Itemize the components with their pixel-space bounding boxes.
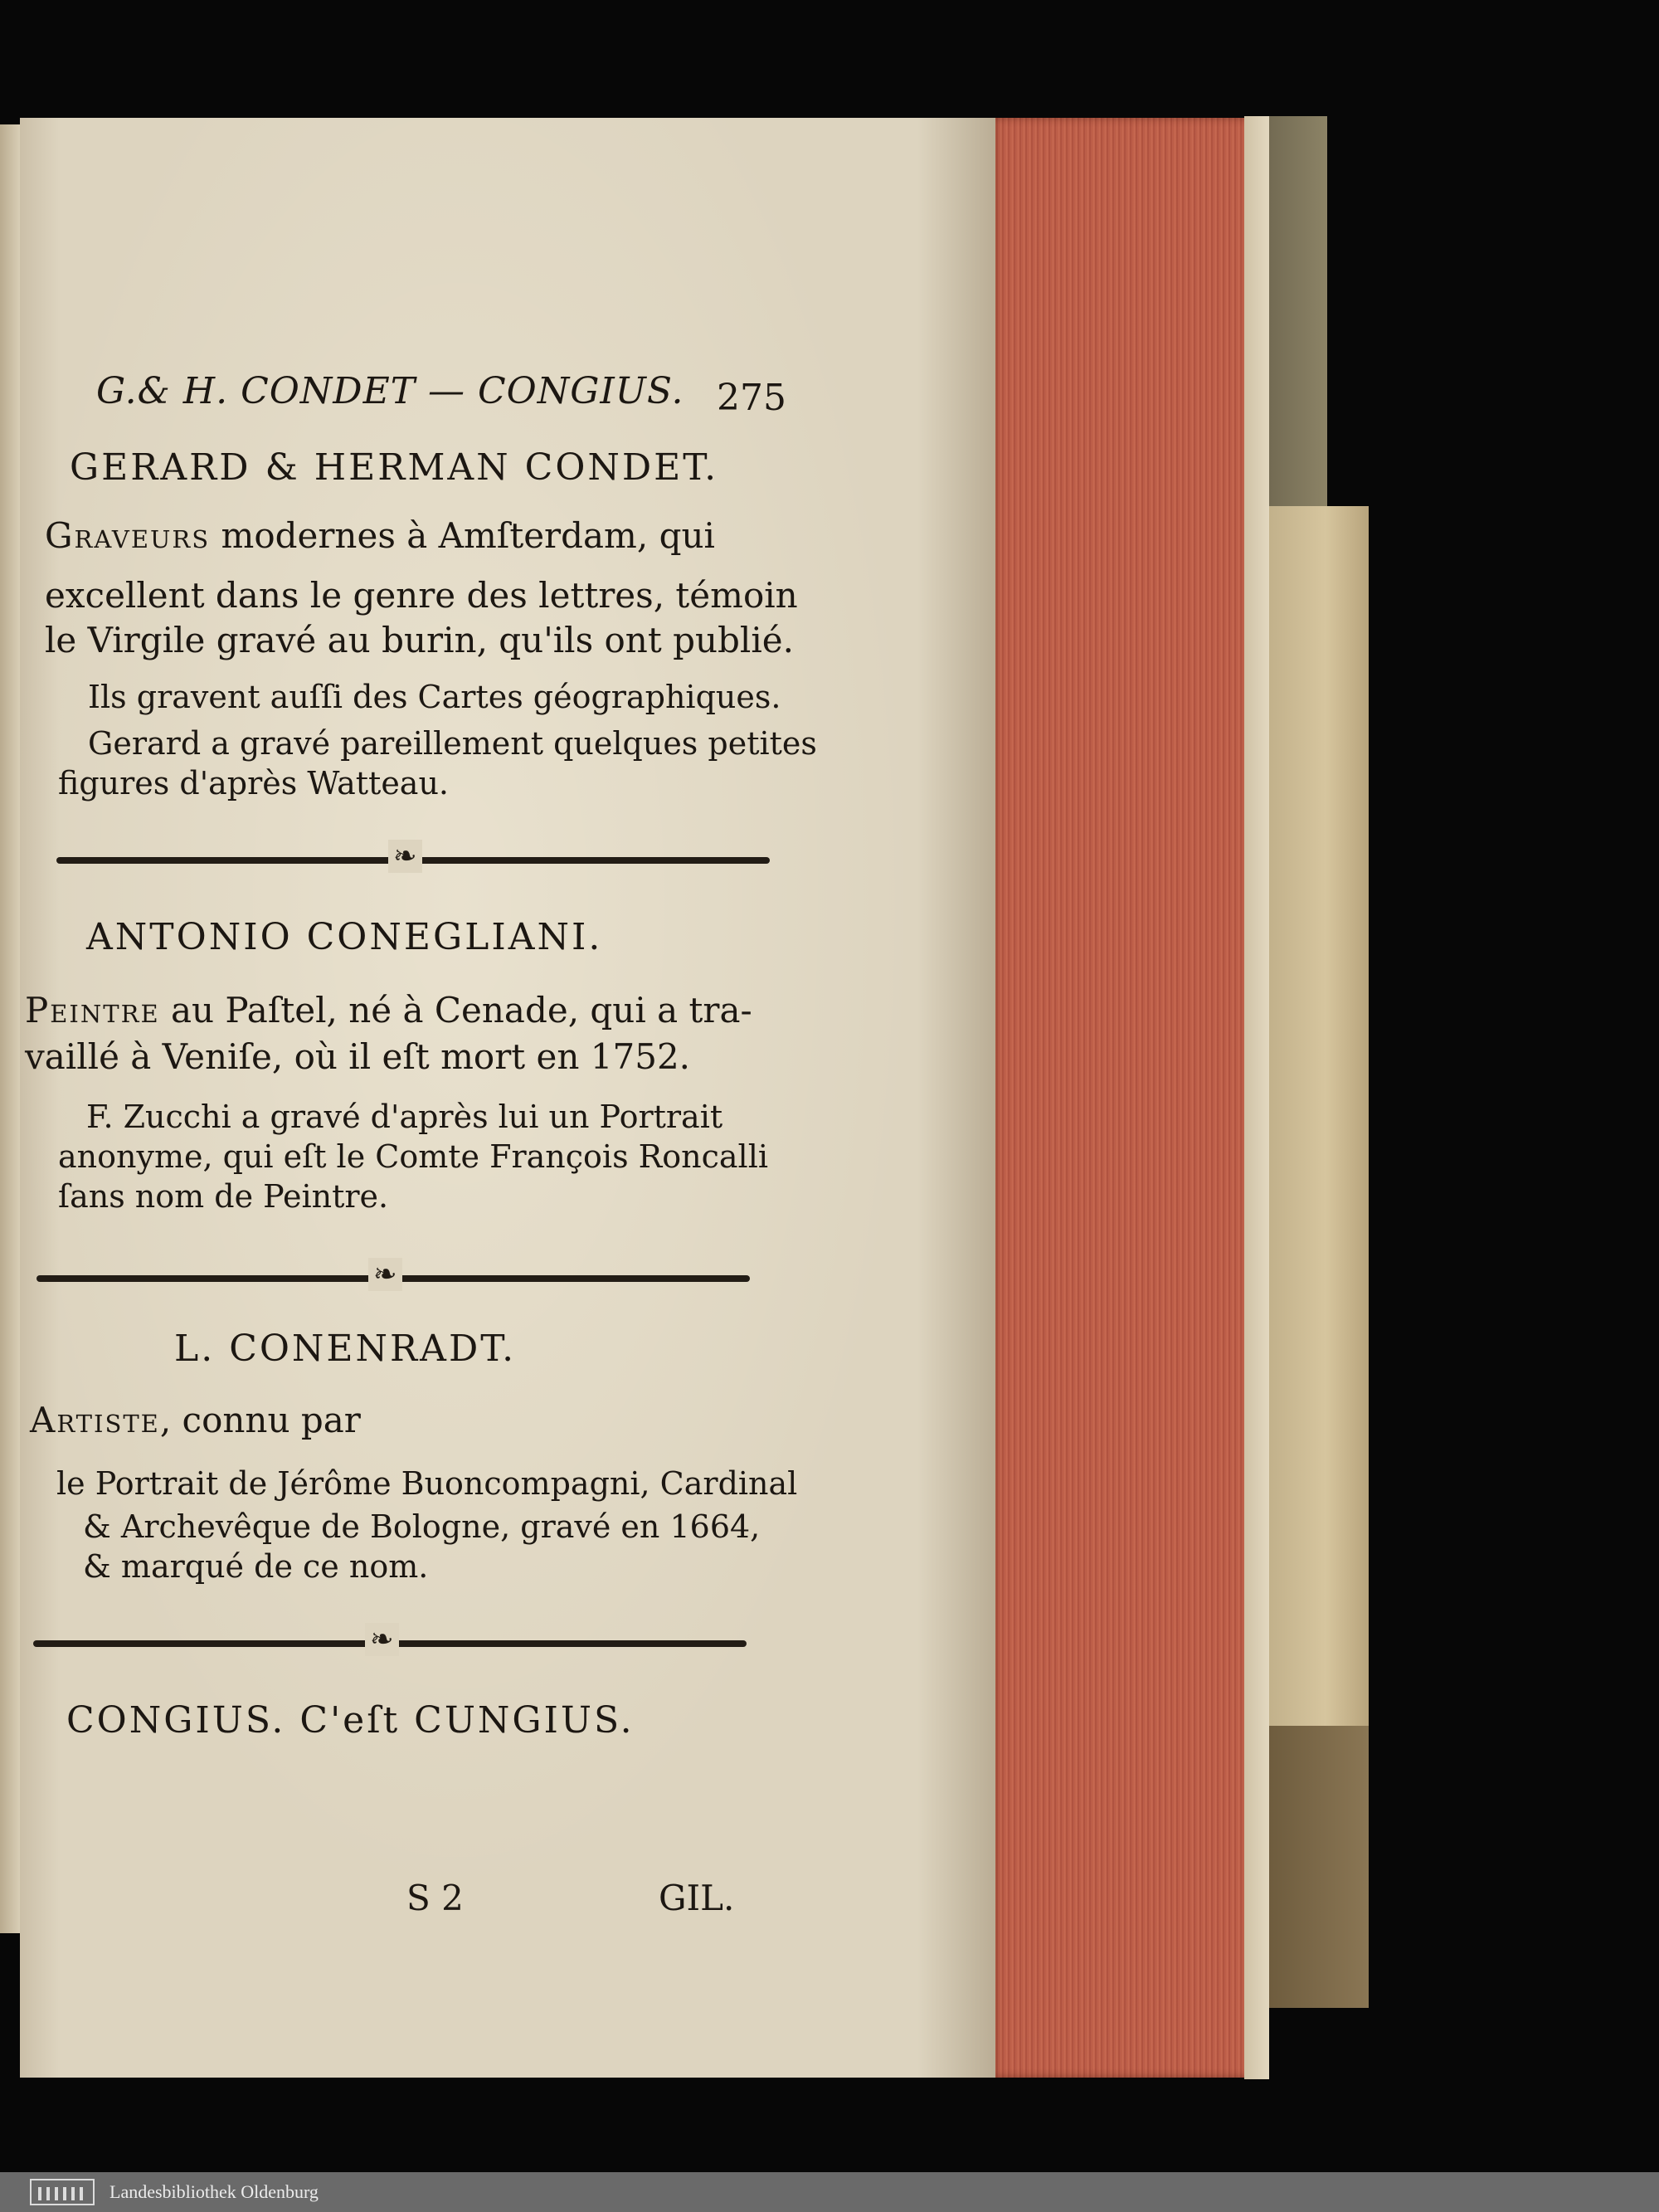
signature-mark: S 2 bbox=[406, 1878, 464, 1918]
book-spine bbox=[1261, 506, 1369, 1734]
entry-heading: ANTONIO CONEGLIANI. bbox=[86, 916, 603, 958]
entry-line bbox=[45, 513, 715, 559]
entry-line: figures d'après Watteau. bbox=[58, 765, 450, 801]
entry-line-text: , connu par bbox=[159, 1400, 361, 1440]
entry-line: Gerard a gravé pareillement quelques petites bbox=[88, 725, 817, 762]
page-block-edge bbox=[1244, 116, 1269, 2079]
entry-line: le Virgile gravé au burin, qu'ils ont publié. bbox=[45, 620, 794, 660]
entry-heading: GERARD & HERMAN CONDET. bbox=[70, 446, 719, 489]
entry-line-text: au Paſtel, né à Cenade, qui a tra- bbox=[159, 990, 752, 1030]
entry-heading: CONGIUS. C'eſt CUNGIUS. bbox=[66, 1699, 635, 1742]
section-divider-ornament bbox=[36, 1273, 750, 1284]
adjacent-page-edge bbox=[0, 124, 20, 1933]
page-block-edge bbox=[987, 118, 1269, 2078]
section-divider-ornament bbox=[56, 855, 770, 866]
entry-line bbox=[30, 1397, 361, 1444]
entry-lead-word: Artiste bbox=[30, 1400, 160, 1440]
book-spine bbox=[1261, 1726, 1369, 2008]
page-number: 275 bbox=[717, 377, 786, 419]
library-name: Landesbibliothek Oldenburg bbox=[109, 2181, 319, 2202]
section-divider-ornament bbox=[33, 1638, 747, 1649]
entry-line: anonyme, qui eſt le Comte François Roncalli bbox=[58, 1138, 769, 1175]
entry-heading: L. CONENRADT. bbox=[174, 1328, 517, 1370]
entry-line-text: modernes à Amſterdam, qui bbox=[210, 515, 715, 556]
entry-line: F. Zucchi a gravé d'après lui un Portrait bbox=[86, 1099, 723, 1135]
entry-line bbox=[25, 987, 752, 1034]
library-logo-icon bbox=[30, 2179, 95, 2205]
entry-lead-word: Graveurs bbox=[45, 515, 211, 556]
book-page bbox=[20, 118, 995, 2078]
entry-line: Ils gravent auſſi des Cartes géographiques. bbox=[88, 679, 781, 715]
entry-line: excellent dans le genre des lettres, témoin bbox=[45, 575, 798, 616]
entry-line: & Archevêque de Bologne, gravé en 1664, bbox=[83, 1508, 761, 1545]
entry-lead-word: Peintre bbox=[25, 990, 160, 1030]
catchword: GIL. bbox=[659, 1878, 735, 1918]
entry-line: vaillé à Veniſe, où il eſt mort en 1752. bbox=[25, 1036, 691, 1077]
running-head: G.& H. CONDET — CONGIUS. bbox=[96, 370, 684, 412]
footer-bar bbox=[0, 2172, 1659, 2212]
entry-line: le Portrait de Jérôme Buoncompagni, Cardinal bbox=[56, 1465, 798, 1502]
book-spine bbox=[1261, 116, 1327, 514]
entry-line: & marqué de ce nom. bbox=[83, 1548, 429, 1585]
entry-line: ſans nom de Peintre. bbox=[58, 1178, 389, 1215]
